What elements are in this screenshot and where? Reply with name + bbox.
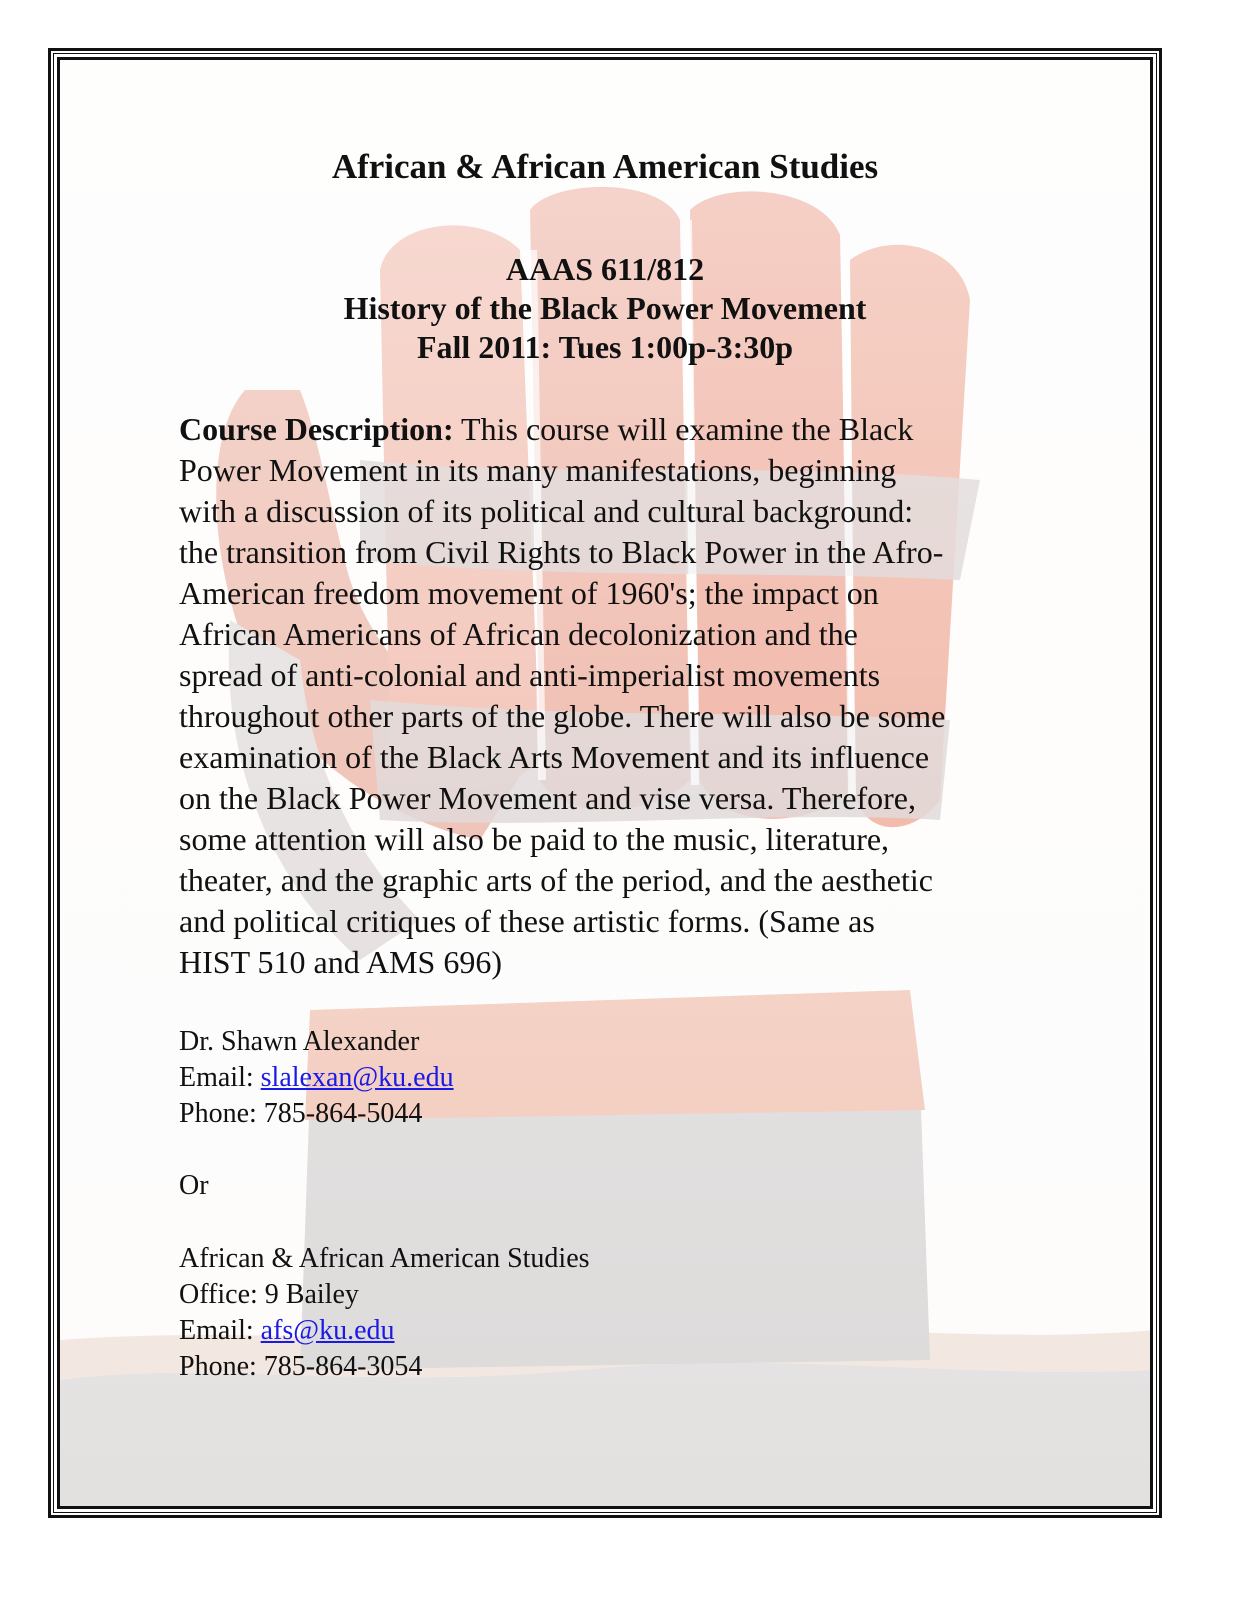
department-contact bbox=[179, 1241, 590, 1385]
email-label: Email: bbox=[179, 1315, 261, 1346]
department-phone: Phone: 785-864-3054 bbox=[179, 1351, 423, 1382]
email-label: Email: bbox=[179, 1062, 261, 1093]
department-name: African & African American Studies bbox=[179, 1243, 590, 1274]
instructor-email-row bbox=[179, 1060, 454, 1096]
course-schedule: Fall 2011: Tues 1:00p-3:30p bbox=[416, 329, 794, 365]
description-line: some attention will also be paid to the music, literature, bbox=[179, 821, 890, 857]
course-code: AAAS 611/812 bbox=[505, 251, 705, 287]
department-email-link[interactable]: afs@ku.edu bbox=[260, 1315, 395, 1346]
or-separator: Or bbox=[179, 1170, 209, 1201]
description-line: throughout other parts of the globe. There will also be some bbox=[179, 698, 946, 734]
description-text: This course will examine the Black bbox=[453, 411, 914, 447]
description-line: Power Movement in its many manifestations, beginning bbox=[179, 452, 897, 488]
instructor-contact bbox=[179, 1024, 454, 1132]
department-email-row bbox=[179, 1313, 590, 1349]
description-line: HIST 510 and AMS 696) bbox=[179, 944, 502, 980]
description-line: and political critiques of these artistic forms. (Same as bbox=[179, 903, 875, 939]
description-line: theater, and the graphic arts of the period, and the aesthetic bbox=[179, 862, 933, 898]
description-line: on the Black Power Movement and vise versa. Therefore, bbox=[179, 780, 916, 816]
department-office: Office: 9 Bailey bbox=[179, 1279, 359, 1310]
instructor-name: Dr. Shawn Alexander bbox=[179, 1026, 420, 1057]
description-line bbox=[179, 409, 1039, 450]
department-heading: African & African American Studies bbox=[331, 147, 879, 186]
description-line: examination of the Black Arts Movement and its influence bbox=[179, 739, 930, 775]
description-label: Course Description: bbox=[179, 411, 454, 447]
description-line: with a discussion of its political and cultural background: bbox=[179, 493, 914, 529]
description-line: American freedom movement of 1960's; the impact on bbox=[179, 575, 879, 611]
course-title: History of the Black Power Movement bbox=[343, 290, 867, 326]
description-line: the transition from Civil Rights to Black Power in the Afro- bbox=[179, 534, 944, 570]
description-line: African Americans of African decolonization and the bbox=[179, 616, 858, 652]
instructor-phone: Phone: 785-864-5044 bbox=[179, 1098, 423, 1129]
instructor-email-link[interactable]: slalexan@ku.edu bbox=[260, 1062, 454, 1093]
course-info bbox=[0, 250, 1210, 367]
description-line: spread of anti-colonial and anti-imperialist movements bbox=[179, 657, 881, 693]
course-description bbox=[179, 409, 1039, 983]
